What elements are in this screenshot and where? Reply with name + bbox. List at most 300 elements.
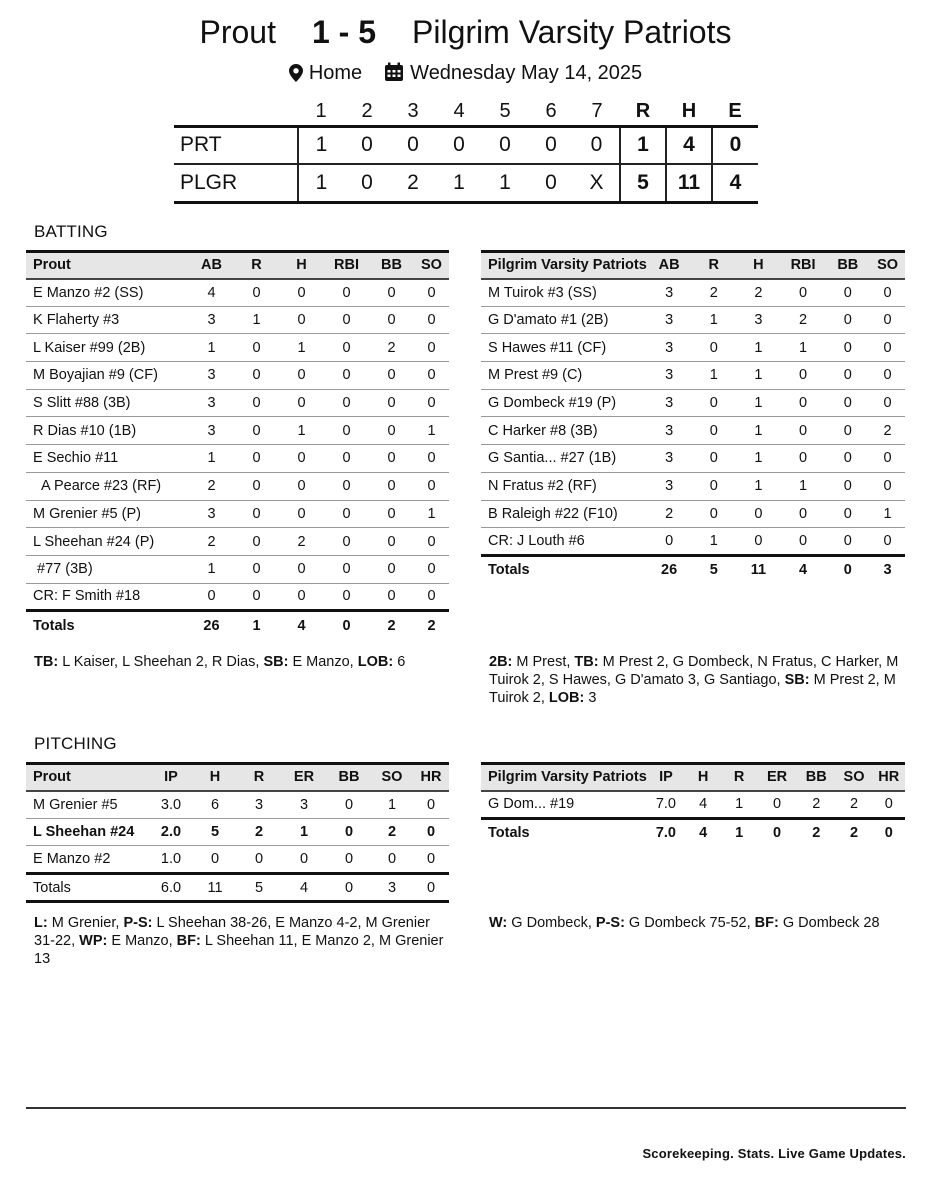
stat-cell: 1: [414, 417, 449, 445]
stat-cell: 0: [281, 846, 327, 874]
inning-header: 2: [361, 99, 373, 122]
column-header: SO: [870, 252, 905, 279]
stat-cell: 2: [237, 818, 281, 846]
stat-cell: 2: [189, 528, 234, 556]
column-header: BB: [825, 252, 870, 279]
inning-header: 5: [499, 99, 511, 122]
stat-cell: 0: [324, 555, 369, 583]
total-cell: 1: [721, 818, 757, 846]
stat-cell: 0: [369, 306, 414, 334]
note-value: E Manzo,: [107, 933, 177, 949]
stat-cell: 2: [736, 279, 781, 307]
player-name: L Sheehan #24 (P): [26, 528, 189, 556]
note-value: L Kaiser, L Sheehan 2, R Dias,: [58, 654, 264, 670]
linescore-team: PLGR: [174, 164, 298, 202]
stat-cell: 0: [193, 846, 237, 874]
stat-cell: 0: [369, 583, 414, 611]
runs-total: 5: [620, 164, 666, 202]
stat-cell: 0: [781, 279, 826, 307]
player-row: [481, 472, 905, 500]
stat-cell: 0: [189, 583, 234, 611]
player-name: B Raleigh #22 (F10): [481, 500, 647, 528]
total-cell: 4: [279, 611, 324, 639]
totals-label: Totals: [481, 555, 647, 583]
stat-cell: 0: [369, 417, 414, 445]
game-date: Wednesday May 14, 2025: [410, 62, 643, 84]
stat-cell: 0: [825, 389, 870, 417]
note-key: LOB:: [357, 654, 394, 670]
runs-header: R: [635, 99, 651, 122]
player-row: [481, 362, 905, 390]
total-cell: 2: [414, 611, 449, 639]
stat-cell: 0: [234, 583, 279, 611]
stat-cell: 0: [414, 445, 449, 473]
note-value: M Prest 2, G Dombeck, N Fratus, C Harker, M Tuirok 2, S Hawes, G D'amato 3, G Santiago,: [489, 654, 899, 688]
total-cell: 3: [371, 874, 413, 902]
batting-notes-home: [489, 653, 904, 707]
note-value: M Grenier,: [47, 915, 124, 931]
column-header: AB: [189, 252, 234, 279]
stat-cell: 1: [189, 445, 234, 473]
stat-cell: 0: [647, 528, 692, 556]
note-key: LOB:: [548, 690, 585, 706]
player-row: [26, 791, 449, 819]
hits-total: 4: [666, 126, 712, 164]
stat-cell: 0: [781, 417, 826, 445]
player-row: [481, 791, 905, 819]
totals-row: [481, 818, 905, 846]
note-value: M Prest,: [512, 654, 575, 670]
player-name: G D'amato #1 (2B): [481, 306, 647, 334]
stat-cell: 0: [825, 334, 870, 362]
stat-cell: 0: [234, 528, 279, 556]
stat-cell: 0: [870, 528, 905, 556]
column-header: R: [234, 252, 279, 279]
player-name: C Harker #8 (3B): [481, 417, 647, 445]
column-header: SO: [836, 764, 873, 791]
stat-cell: 3: [189, 362, 234, 390]
inning-header: 3: [407, 99, 419, 122]
final-score: 1 - 5: [311, 14, 377, 50]
stat-cell: 0: [234, 445, 279, 473]
stat-cell: 1: [189, 555, 234, 583]
totals-label: Totals: [26, 874, 149, 902]
note-value: L Sheehan 38-26, E Manzo 4-2, M Grenier 31-22,: [34, 915, 430, 949]
stat-cell: 1: [736, 417, 781, 445]
stat-cell: 0: [414, 555, 449, 583]
note-key: P-S:: [123, 915, 153, 931]
player-name: A Pearce #23 (RF): [26, 472, 189, 500]
stat-cell: 0: [691, 389, 736, 417]
pitching-table-home: [481, 762, 905, 846]
stat-cell: 0: [870, 306, 905, 334]
stat-cell: 0: [870, 279, 905, 307]
total-cell: 26: [647, 555, 692, 583]
stat-cell: 2: [369, 334, 414, 362]
total-cell: 2: [369, 611, 414, 639]
column-header: RBI: [781, 252, 826, 279]
player-row: [481, 306, 905, 334]
stat-cell: 0: [234, 389, 279, 417]
inning-header: 6: [545, 99, 557, 122]
stat-cell: 0: [324, 362, 369, 390]
stat-cell: 0: [324, 528, 369, 556]
column-header: R: [721, 764, 757, 791]
stat-cell: 1.0: [149, 846, 193, 874]
stat-cell: 0: [736, 528, 781, 556]
stat-cell: 0: [324, 500, 369, 528]
stat-cell: 1: [736, 334, 781, 362]
column-header: IP: [149, 764, 193, 791]
stat-cell: 0: [279, 583, 324, 611]
stat-cell: 0: [781, 389, 826, 417]
column-header: H: [279, 252, 324, 279]
linescore-team-header: [174, 98, 298, 126]
stat-cell: 0: [371, 846, 413, 874]
stat-cell: 0: [234, 362, 279, 390]
stat-cell: 0: [324, 389, 369, 417]
map-pin-icon: [289, 64, 303, 88]
linescore-table: [174, 98, 758, 204]
linescore-team: PRT: [174, 126, 298, 164]
total-cell: 0: [413, 874, 449, 902]
note-value: M Prest 2, M Tuirok 2,: [489, 672, 896, 706]
note-value: G Dombeck 28: [778, 915, 880, 931]
total-cell: 2: [836, 818, 873, 846]
player-name: M Tuirok #3 (SS): [481, 279, 647, 307]
stat-cell: 0: [369, 279, 414, 307]
stat-cell: 3: [647, 306, 692, 334]
game-location: Home: [308, 62, 363, 84]
stat-cell: 6: [193, 791, 237, 819]
total-cell: 4: [685, 818, 721, 846]
column-header: SO: [371, 764, 413, 791]
inning-score: 2: [390, 164, 436, 202]
stat-cell: 3: [647, 445, 692, 473]
stat-cell: 2: [279, 528, 324, 556]
note-value: G Dombeck,: [507, 915, 596, 931]
pitching-header-row: [26, 764, 449, 791]
player-row: [481, 500, 905, 528]
stat-cell: 1: [279, 417, 324, 445]
note-value: G Dombeck 75-52,: [624, 915, 755, 931]
inning-score: 0: [574, 126, 620, 164]
stat-cell: 3: [237, 791, 281, 819]
note-key: BF:: [176, 933, 201, 949]
stat-cell: 0: [369, 445, 414, 473]
player-name: E Manzo #2 (SS): [26, 279, 189, 307]
game-title: [0, 14, 931, 51]
stat-cell: 0: [279, 500, 324, 528]
player-row: [26, 528, 449, 556]
player-row: [26, 555, 449, 583]
column-header: BB: [797, 764, 836, 791]
player-row: [481, 389, 905, 417]
away-team-name: Prout: [199, 14, 276, 50]
totals-row: [26, 874, 449, 902]
stat-cell: 0: [691, 500, 736, 528]
player-name: CR: F Smith #18: [26, 583, 189, 611]
stat-cell: 0: [691, 334, 736, 362]
total-cell: 6.0: [149, 874, 193, 902]
game-info: [0, 62, 931, 88]
stat-cell: 2: [781, 306, 826, 334]
stat-cell: 3: [647, 279, 692, 307]
stat-cell: 2.0: [149, 818, 193, 846]
stat-cell: 0: [691, 472, 736, 500]
stat-cell: 1: [189, 334, 234, 362]
totals-label: Totals: [481, 818, 647, 846]
stat-cell: 1: [781, 472, 826, 500]
stat-cell: 2: [870, 417, 905, 445]
stat-cell: 0: [414, 472, 449, 500]
note-key: TB:: [574, 654, 599, 670]
total-cell: 0: [825, 555, 870, 583]
total-cell: 3: [870, 555, 905, 583]
calendar-icon: [384, 62, 404, 88]
stat-cell: 2: [836, 791, 873, 819]
column-header: IP: [647, 764, 685, 791]
pitching-notes-away: [34, 914, 444, 968]
stat-cell: 3: [189, 500, 234, 528]
team-header: Pilgrim Varsity Patriots: [481, 764, 647, 791]
player-name: M Prest #9 (C): [481, 362, 647, 390]
stat-cell: 0: [369, 500, 414, 528]
stat-cell: 3: [189, 306, 234, 334]
stat-cell: 0: [825, 417, 870, 445]
stat-cell: 0: [234, 472, 279, 500]
note-value: E Manzo,: [288, 654, 358, 670]
column-header: ER: [757, 764, 797, 791]
stat-cell: 1: [691, 528, 736, 556]
column-header: BB: [369, 252, 414, 279]
stat-cell: 3.0: [149, 791, 193, 819]
player-row: [26, 472, 449, 500]
stat-cell: 0: [825, 445, 870, 473]
totals-row: [26, 611, 449, 639]
player-name: S Slitt #88 (3B): [26, 389, 189, 417]
footer-tagline: Scorekeeping. Stats. Live Game Updates.: [642, 1146, 906, 1161]
stat-cell: 1: [371, 791, 413, 819]
column-header: SO: [414, 252, 449, 279]
player-row: [481, 279, 905, 307]
stat-cell: 1: [870, 500, 905, 528]
team-header: Pilgrim Varsity Patriots: [481, 252, 647, 279]
stat-cell: 0: [324, 472, 369, 500]
inning-score: 0: [390, 126, 436, 164]
stat-cell: 0: [279, 306, 324, 334]
batting-notes-away: [34, 653, 454, 671]
stat-cell: 0: [324, 445, 369, 473]
player-row: [26, 818, 449, 846]
stat-cell: 1: [279, 334, 324, 362]
stat-cell: 0: [279, 362, 324, 390]
column-header: BB: [327, 764, 371, 791]
totals-row: [481, 555, 905, 583]
stat-cell: 0: [279, 472, 324, 500]
note-key: P-S:: [595, 915, 625, 931]
player-row: [26, 362, 449, 390]
stat-cell: 3: [736, 306, 781, 334]
stat-cell: 1: [234, 306, 279, 334]
player-row: [26, 417, 449, 445]
stat-cell: 0: [279, 445, 324, 473]
player-name: R Dias #10 (1B): [26, 417, 189, 445]
stat-cell: 0: [870, 472, 905, 500]
stat-cell: 1: [736, 362, 781, 390]
stat-cell: 0: [691, 445, 736, 473]
stat-cell: 1: [736, 445, 781, 473]
stat-cell: 0: [781, 445, 826, 473]
stat-cell: 0: [870, 334, 905, 362]
inning-score: 0: [344, 164, 390, 202]
stat-cell: 3: [647, 472, 692, 500]
stat-cell: 1: [721, 791, 757, 819]
stat-cell: 0: [369, 362, 414, 390]
note-key: TB:: [34, 654, 59, 670]
player-name: M Boyajian #9 (CF): [26, 362, 189, 390]
stat-cell: 0: [825, 362, 870, 390]
player-name: N Fratus #2 (RF): [481, 472, 647, 500]
stat-cell: 0: [781, 528, 826, 556]
column-header: ER: [281, 764, 327, 791]
stat-cell: 0: [234, 334, 279, 362]
stat-cell: 0: [414, 306, 449, 334]
total-cell: 4: [781, 555, 826, 583]
stat-cell: 3: [189, 417, 234, 445]
stat-cell: 0: [414, 279, 449, 307]
stat-cell: 0: [413, 791, 449, 819]
totals-label: Totals: [26, 611, 189, 639]
player-name: G Santia... #27 (1B): [481, 445, 647, 473]
stat-cell: 0: [324, 417, 369, 445]
stat-cell: 0: [234, 555, 279, 583]
inning-header: 4: [453, 99, 465, 122]
batting-table-home: [481, 250, 905, 583]
player-row: [26, 279, 449, 307]
player-name: G Dom... #19: [481, 791, 647, 819]
total-cell: 2: [797, 818, 836, 846]
total-cell: 5: [237, 874, 281, 902]
column-header: HR: [413, 764, 449, 791]
note-value: 6: [393, 654, 406, 670]
player-name: L Kaiser #99 (2B): [26, 334, 189, 362]
stat-cell: 1: [736, 472, 781, 500]
note-key: SB:: [784, 672, 810, 688]
total-cell: 11: [193, 874, 237, 902]
player-name: M Grenier #5: [26, 791, 149, 819]
player-row: [26, 334, 449, 362]
stat-cell: 1: [414, 500, 449, 528]
stat-cell: 0: [825, 500, 870, 528]
stat-cell: 0: [279, 279, 324, 307]
inning-score: 1: [482, 164, 528, 202]
stat-cell: 1: [691, 362, 736, 390]
player-row: [26, 500, 449, 528]
stat-cell: 0: [691, 417, 736, 445]
inning-score: 0: [482, 126, 528, 164]
errors-header: E: [728, 99, 742, 122]
stat-cell: 0: [825, 528, 870, 556]
stat-cell: 4: [189, 279, 234, 307]
note-value: 3: [584, 690, 597, 706]
stat-cell: 0: [369, 389, 414, 417]
column-header: R: [237, 764, 281, 791]
player-row: [481, 528, 905, 556]
stat-cell: 3: [647, 389, 692, 417]
stat-cell: 0: [324, 306, 369, 334]
hits-header: H: [681, 99, 697, 122]
player-row: [26, 306, 449, 334]
stat-cell: 0: [414, 362, 449, 390]
pitching-table-away: [26, 762, 449, 903]
note-key: W:: [489, 915, 508, 931]
total-cell: 7.0: [647, 818, 685, 846]
stat-cell: 3: [647, 362, 692, 390]
stat-cell: 4: [685, 791, 721, 819]
stat-cell: 0: [234, 279, 279, 307]
inning-header: 7: [591, 99, 603, 122]
stat-cell: 3: [647, 334, 692, 362]
stat-cell: 0: [870, 389, 905, 417]
column-header: R: [691, 252, 736, 279]
total-cell: 26: [189, 611, 234, 639]
player-name: E Manzo #2: [26, 846, 149, 874]
stat-cell: 0: [414, 334, 449, 362]
team-header: Prout: [26, 252, 189, 279]
errors-total: 4: [712, 164, 758, 202]
inning-score: 1: [298, 126, 344, 164]
stat-cell: 0: [414, 528, 449, 556]
note-key: BF:: [754, 915, 779, 931]
total-cell: 0: [324, 611, 369, 639]
stat-cell: 0: [327, 818, 371, 846]
pitching-section-label: PITCHING: [34, 734, 117, 753]
inning-score: X: [574, 164, 620, 202]
player-name: M Grenier #5 (P): [26, 500, 189, 528]
stat-cell: 0: [413, 818, 449, 846]
stat-cell: 0: [873, 791, 905, 819]
stat-cell: 2: [797, 791, 836, 819]
stat-cell: 0: [279, 389, 324, 417]
stat-cell: 1: [691, 306, 736, 334]
stat-cell: 5: [193, 818, 237, 846]
errors-total: 0: [712, 126, 758, 164]
player-row: [26, 583, 449, 611]
stat-cell: 3: [647, 417, 692, 445]
inning-score: 0: [528, 164, 574, 202]
stat-cell: 0: [413, 846, 449, 874]
batting-header-row: [481, 252, 905, 279]
pitching-header-row: [481, 764, 905, 791]
inning-score: 0: [528, 126, 574, 164]
stat-cell: 0: [825, 306, 870, 334]
stat-cell: 0: [825, 279, 870, 307]
stat-cell: 0: [324, 583, 369, 611]
footer-divider: [26, 1107, 906, 1109]
player-name: L Sheehan #24: [26, 818, 149, 846]
batting-section-label: BATTING: [34, 222, 108, 241]
stat-cell: 1: [781, 334, 826, 362]
stat-cell: 2: [371, 818, 413, 846]
player-name: S Hawes #11 (CF): [481, 334, 647, 362]
stat-cell: 0: [279, 555, 324, 583]
stat-cell: 1: [281, 818, 327, 846]
team-header: Prout: [26, 764, 149, 791]
stat-cell: 0: [324, 334, 369, 362]
inning-header: 1: [315, 99, 327, 122]
stat-cell: 2: [189, 472, 234, 500]
